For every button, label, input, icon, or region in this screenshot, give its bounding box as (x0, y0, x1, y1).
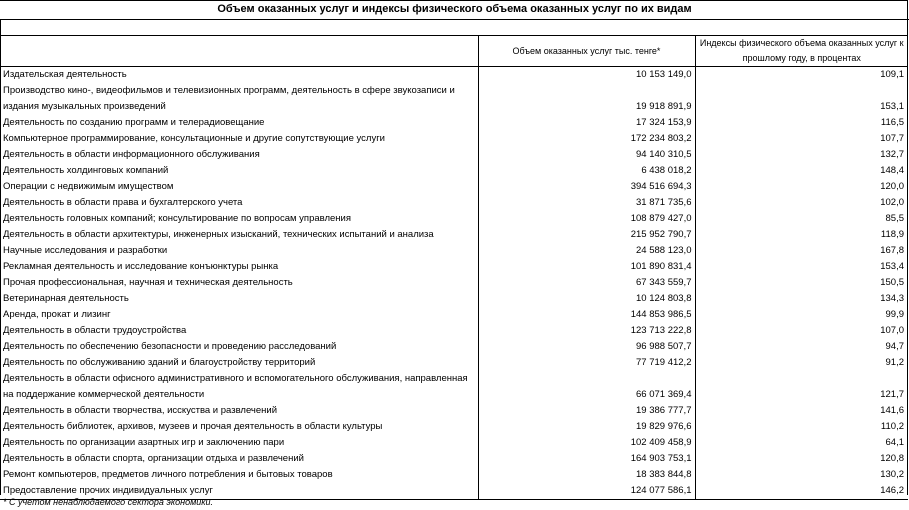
row-name-cell: Деятельность в области права и бухгалтерского учета (3, 197, 243, 208)
row-index-cell: 146,2 (695, 483, 908, 500)
table-row (0, 195, 908, 211)
table-row (0, 227, 908, 243)
row-index-cell: 167,8 (695, 243, 908, 259)
row-value-cell: 24 588 123,0 (478, 243, 695, 259)
row-value-cell: 101 890 831,4 (478, 259, 695, 275)
table-row (0, 419, 908, 435)
row-value-cell: 96 988 507,7 (478, 339, 695, 355)
row-value-cell: 10 153 149,0 (478, 67, 695, 84)
table-row (0, 83, 908, 115)
row-name-cell: Компьютерное программирование, консультационные и другие сопутствующие услуги (3, 133, 385, 144)
row-name-cell: Деятельность в области трудоустройства (3, 325, 187, 336)
row-value-cell: 77 719 412,2 (478, 355, 695, 371)
row-name-cell: Деятельность по созданию программ и телерадиовещание (3, 117, 265, 128)
row-index-cell: 120,0 (695, 179, 908, 195)
row-value-cell: 6 438 018,2 (478, 163, 695, 179)
row-name-cell: Деятельность в области творчества, исскуства и развлечений (3, 405, 278, 416)
row-index-cell: 116,5 (695, 115, 908, 131)
row-value-cell: 19 829 976,6 (478, 419, 695, 435)
row-value-cell: 124 077 586,1 (478, 483, 695, 500)
row-value-cell: 18 383 844,8 (478, 467, 695, 483)
row-name-cell: Деятельность по организации азартных игр и заключению пари (3, 437, 285, 448)
table-row (0, 67, 908, 84)
table-body (0, 67, 908, 500)
row-name-cell: Производство кино-, видеофильмов и телевизионных программ, деятельность в сфере звукозаписи и издания музыкальных произведений (3, 85, 455, 112)
row-name-cell: Деятельность по обеспечению безопасности и проведению расследований (3, 341, 337, 352)
row-value-cell: 66 071 369,4 (478, 371, 695, 403)
row-value-cell: 19 386 777,7 (478, 403, 695, 419)
row-value-cell: 123 713 222,8 (478, 323, 695, 339)
row-index-cell: 91,2 (695, 355, 908, 371)
row-name-cell: Прочая профессиональная, научная и техническая деятельность (3, 277, 293, 288)
row-name-cell: Деятельность в области спорта, организации отдыха и развлечений (3, 453, 304, 464)
row-index-cell: 85,5 (695, 211, 908, 227)
table-header-row (0, 36, 908, 67)
row-index-cell: 153,1 (695, 83, 908, 115)
row-value-cell: 215 952 790,7 (478, 227, 695, 243)
row-value-cell: 102 409 458,9 (478, 435, 695, 451)
row-value-cell: 19 918 891,9 (478, 83, 695, 115)
row-index-cell: 64,1 (695, 435, 908, 451)
footnote: * С учетом ненаблюдаемого сектора экономики. (3, 497, 214, 507)
row-value-cell: 164 903 753,1 (478, 451, 695, 467)
row-index-cell: 102,0 (695, 195, 908, 211)
row-index-cell: 121,7 (695, 371, 908, 403)
table-row (0, 307, 908, 323)
row-name-cell: Деятельность в области информационного обслуживания (3, 149, 260, 160)
row-value-cell: 94 140 310,5 (478, 147, 695, 163)
row-name-cell: Операции с недвижимым имуществом (3, 181, 174, 192)
row-value-cell: 172 234 803,2 (478, 131, 695, 147)
row-value-cell: 144 853 986,5 (478, 307, 695, 323)
row-index-cell: 141,6 (695, 403, 908, 419)
table-row (0, 131, 908, 147)
row-name-cell: Ветеринарная деятельность (3, 293, 129, 304)
row-name-cell: Ремонт компьютеров, предметов личного потребления и бытовых товаров (3, 469, 333, 480)
table-row (0, 243, 908, 259)
column-header-name (0, 36, 478, 67)
table-row (0, 179, 908, 195)
table-title: Объем оказанных услуг и индексы физического объема оказанных услуг по их видам (0, 0, 909, 20)
row-index-cell: 134,3 (695, 291, 908, 307)
table-row (0, 355, 908, 371)
row-name-cell: Деятельность холдинговых компаний (3, 165, 169, 176)
row-value-cell: 67 343 559,7 (478, 275, 695, 291)
row-name-cell: Рекламная деятельность и исследование конъюнктуры рынка (3, 261, 279, 272)
row-value-cell: 17 324 153,9 (478, 115, 695, 131)
table-row (0, 259, 908, 275)
row-index-cell: 132,7 (695, 147, 908, 163)
row-name-cell: Деятельность по обслуживанию зданий и благоустройству территорий (3, 357, 316, 368)
row-name-cell: Деятельность в области архитектуры, инженерных изысканий, технических испытаний и анализа (3, 229, 434, 240)
row-value-cell: 31 871 735,6 (478, 195, 695, 211)
row-index-cell: 110,2 (695, 419, 908, 435)
table-row (0, 291, 908, 307)
table-row (0, 371, 908, 403)
table-row (0, 211, 908, 227)
table-row (0, 275, 908, 291)
row-index-cell: 130,2 (695, 467, 908, 483)
table-row (0, 403, 908, 419)
row-name-cell: Издательская деятельность (3, 69, 127, 80)
column-header-index: Индексы физического объема оказанных услуг к прошлому году, в процентах (695, 36, 908, 67)
row-index-cell: 107,0 (695, 323, 908, 339)
table-row (0, 147, 908, 163)
column-header-value: Объем оказанных услуг тыс. тенге* (478, 36, 695, 67)
row-index-cell: 150,5 (695, 275, 908, 291)
table-row (0, 467, 908, 483)
row-name-cell: Деятельность головных компаний; консультирование по вопросам управления (3, 213, 351, 224)
row-index-cell: 118,9 (695, 227, 908, 243)
row-value-cell: 108 879 427,0 (478, 211, 695, 227)
row-index-cell: 109,1 (695, 67, 908, 84)
row-name-cell: Деятельность библиотек, архивов, музеев и прочая деятельность в области культуры (3, 421, 383, 432)
table-row (0, 339, 908, 355)
row-name-cell: Научные исследования и разработки (3, 245, 168, 256)
table-row (0, 451, 908, 467)
row-value-cell: 394 516 694,3 (478, 179, 695, 195)
row-index-cell: 153,4 (695, 259, 908, 275)
row-index-cell: 99,9 (695, 307, 908, 323)
row-value-cell: 10 124 803,8 (478, 291, 695, 307)
row-name-cell: Предоставление прочих индивидуальных услуг (0, 483, 478, 500)
row-index-cell: 148,4 (695, 163, 908, 179)
table-row (0, 323, 908, 339)
table-row (0, 163, 908, 179)
row-name-cell: Деятельность в области офисного административного и вспомогательного обслуживания, направленная на поддержание коммерческой деятельности (3, 373, 468, 400)
services-table (0, 35, 908, 500)
table-row (0, 435, 908, 451)
table-row (0, 115, 908, 131)
row-index-cell: 120,8 (695, 451, 908, 467)
row-name-cell: Аренда, прокат и лизинг (3, 309, 111, 320)
row-index-cell: 107,7 (695, 131, 908, 147)
row-index-cell: 94,7 (695, 339, 908, 355)
